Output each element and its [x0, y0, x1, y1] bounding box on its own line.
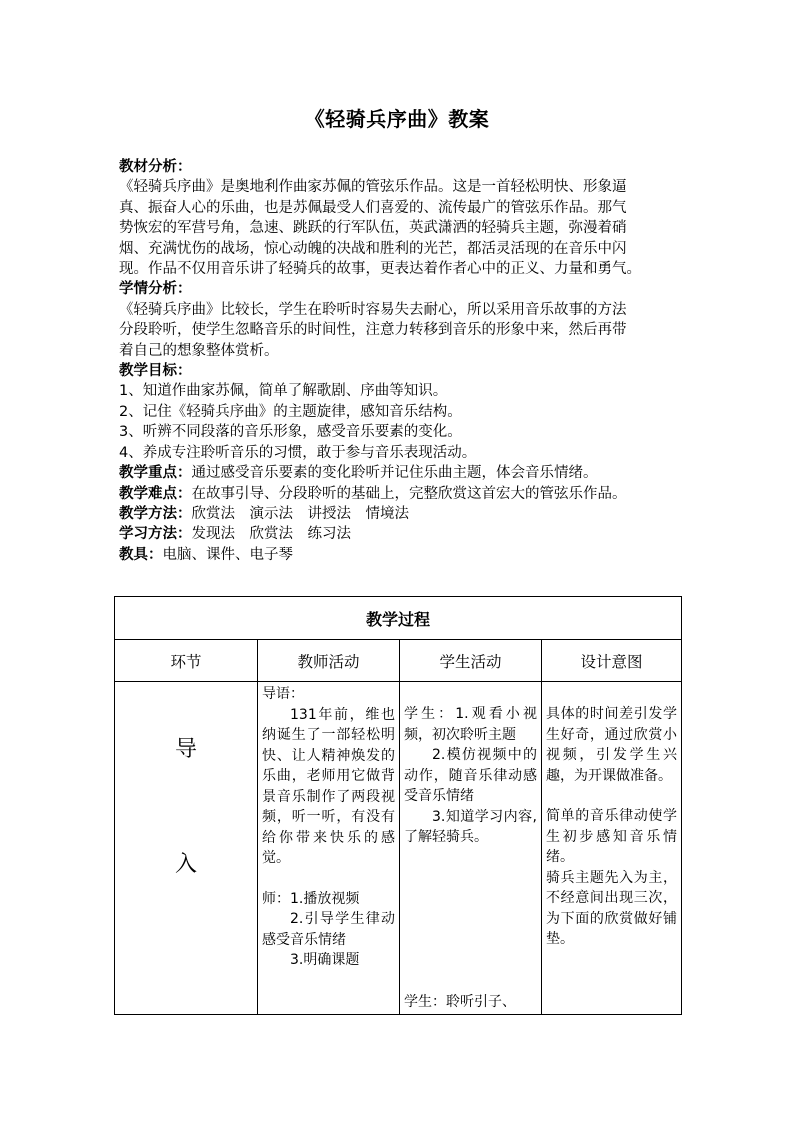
goals-heading: 教学目标： — [119, 363, 192, 380]
goal-item: 3、听辨不同段落的音乐形象，感受音乐要素的变化。 — [119, 424, 462, 441]
material-line: 真、振奋人心的乐曲，也是苏佩最受人们喜爱的、流传最广的管弦乐作品。那气 — [119, 199, 627, 216]
teacher-step2: 2.引导学生律动感受音乐情绪 — [262, 911, 395, 948]
student-heading: 学情分析： — [119, 281, 192, 298]
header-student: 学生活动 — [400, 640, 542, 682]
header-stage: 环节 — [115, 640, 258, 682]
process-table — [114, 596, 682, 1015]
material-line: 烟、充满忧伤的战场，惊心动魄的决战和胜利的光芒，都活灵活现的在音乐中闪 — [119, 240, 627, 257]
learn-method-text: 发现法 欣赏法 练习法 — [191, 526, 351, 543]
tools — [119, 545, 679, 565]
document-title: 《轻骑兵序曲》教案 — [304, 107, 490, 131]
spacer — [262, 869, 395, 889]
intent-p3: 骑兵主题先入为主，不经意间出现三次，为下面的欣赏做好铺垫。 — [546, 869, 678, 947]
stage-cell — [115, 682, 258, 1015]
teacher-intro: 导语： — [262, 686, 304, 702]
teach-method-text: 欣赏法 演示法 讲授法 情境法 — [191, 505, 409, 522]
goal-item: 2、记住《轻骑兵序曲》的主题旋律，感知音乐结构。 — [119, 403, 462, 420]
intent-cell — [542, 682, 682, 1015]
material-line: 现。作品不仅用音乐讲了轻骑兵的故事，更表达着作者心中的正义、力量和勇气。 — [119, 261, 641, 278]
material-line: 势恢宏的军营号角，急速、跳跃的行军队伍，英武潇洒的轻骑兵主题，弥漫着硝 — [119, 220, 627, 237]
student-step2: 2.模仿视频中的动作，随音乐律动感受音乐情绪 — [404, 747, 537, 804]
learn-method-label: 学习方法： — [119, 526, 192, 543]
teacher-step3: 3.明确课题 — [290, 952, 360, 968]
lesson-body — [119, 157, 679, 565]
header-teacher: 教师活动 — [258, 640, 400, 682]
student-line: 着自己的想象整体赏析。 — [119, 342, 279, 359]
student-step3: 3.知道学习内容,了解轻骑兵。 — [404, 808, 537, 845]
intent-p1: 具体的时间差引发学生好奇，通过欣赏小视频，引发学生兴趣，为开课做准备。 — [546, 706, 678, 784]
header-intent: 设计意图 — [542, 640, 682, 682]
goal-item: 1、知道作曲家苏佩，简单了解歌剧、序曲等知识。 — [119, 383, 448, 400]
learn-method — [119, 524, 679, 544]
tools-text: 电脑、课件、电子琴 — [162, 546, 293, 563]
teacher-cell — [258, 682, 400, 1015]
spacer — [546, 786, 677, 806]
intent-p2: 简单的音乐律动使学生初步感知音乐情绪。 — [546, 808, 678, 865]
student-step4: 学生：聆听引子、 — [404, 993, 516, 1010]
spacer — [404, 848, 537, 992]
material-heading: 教材分析： — [119, 159, 192, 175]
teach-method-label: 教学方法： — [119, 505, 192, 522]
teacher-para: 131年前，维也纳诞生了一部轻松明快、让人精神焕发的乐曲，老师用它做背景音乐制作了两段视频，听一听，有没有给你带来快乐的感觉。 — [262, 706, 395, 866]
process-table-title: 教学过程 — [115, 597, 682, 640]
stage-char: 入 — [174, 852, 197, 877]
student-step1: 学生：1.观看小视频，初次聆听主题 — [404, 706, 537, 743]
tools-label: 教具： — [119, 546, 163, 563]
difficulty-label: 教学难点： — [119, 485, 192, 502]
difficulty-point — [119, 484, 679, 504]
key-label: 教学重点： — [119, 465, 192, 482]
key-text: 通过感受音乐要素的变化聆听并记住乐曲主题，体会音乐情绪。 — [191, 465, 598, 482]
goal-item: 4、养成专注聆听音乐的习惯，敢于参与音乐表现活动。 — [119, 444, 477, 461]
teacher-lead: 师：1.播放视频 — [262, 890, 360, 907]
teach-method — [119, 504, 679, 524]
student-line: 分段聆听，使学生忽略音乐的时间性，注意力转移到音乐的形象中来，然后再带 — [119, 322, 627, 339]
student-line: 《轻骑兵序曲》比较长，学生在聆听时容易失去耐心，所以采用音乐故事的方法 — [119, 301, 627, 318]
difficulty-text: 在故事引导、分段聆听的基础上，完整欣赏这首宏大的管弦乐作品。 — [191, 485, 627, 502]
stage-char: 导 — [174, 737, 197, 762]
key-point — [119, 463, 679, 483]
student-cell — [400, 682, 542, 1015]
material-line: 《轻骑兵序曲》是奥地利作曲家苏佩的管弦乐作品。这是一首轻松明快、形象逼 — [119, 179, 627, 196]
